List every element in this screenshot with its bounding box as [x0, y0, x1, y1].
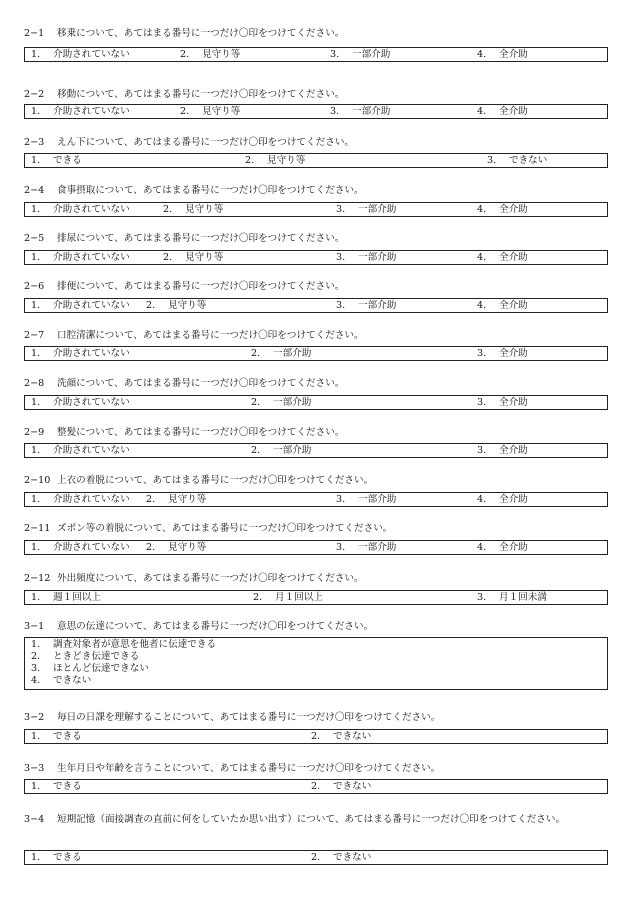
option-number: 4. [477, 49, 487, 60]
option-label: できない [53, 675, 92, 686]
option-label: 全介助 [499, 252, 528, 263]
option-number: 4. [477, 300, 487, 311]
option-3[interactable] [336, 205, 396, 215]
option-label: できる [53, 852, 82, 863]
question-number: 2−10 [24, 475, 51, 486]
option-1[interactable] [31, 853, 82, 863]
option-1[interactable] [31, 107, 130, 117]
option-1[interactable] [31, 205, 130, 215]
option-label: できる [53, 781, 82, 792]
question-number: 2−3 [24, 137, 45, 148]
option-number: 2. [146, 300, 156, 311]
option-label: ほとんど伝達できない [53, 663, 149, 674]
answer-box [24, 779, 608, 794]
question-number: 2−4 [24, 185, 45, 196]
question-title [24, 331, 364, 341]
answer-box [24, 590, 608, 605]
option-number: 1. [31, 300, 41, 311]
option-4[interactable] [477, 107, 528, 117]
option-label: 月１回未満 [499, 592, 547, 603]
option-2[interactable] [180, 107, 240, 117]
option-1[interactable] [31, 50, 130, 60]
answer-box [24, 729, 608, 744]
question-text: 生年月日や年齢を言うことについて、あてはまる番号に一つだけ〇印をつけてください。 [57, 763, 441, 774]
option-number: 2. [31, 651, 41, 662]
option-label: 一部介助 [352, 106, 391, 117]
option-label: 見守り等 [185, 252, 224, 263]
option-number: 1. [31, 445, 41, 456]
option-number: 3. [336, 542, 346, 553]
answer-box [24, 395, 608, 410]
option-number: 4. [477, 542, 487, 553]
option-3[interactable] [477, 446, 528, 456]
question-number: 2−5 [24, 233, 45, 244]
question-title [24, 29, 344, 39]
option-label: 全介助 [499, 445, 528, 456]
question-number: 2−1 [24, 28, 45, 39]
option-label: 一部介助 [358, 494, 397, 505]
option-1[interactable] [31, 495, 130, 505]
question-text: 移乗について、あてはまる番号に一つだけ〇印をつけてください。 [57, 28, 345, 39]
option-label: 見守り等 [202, 49, 241, 60]
option-number: 3. [487, 155, 497, 166]
question-text: 口腔清潔について、あてはまる番号に一つだけ〇印をつけてください。 [57, 330, 364, 341]
option-1[interactable] [31, 253, 130, 263]
option-label: 全介助 [499, 49, 528, 60]
option-3[interactable] [336, 301, 396, 311]
answer-box [24, 153, 608, 168]
question-title [24, 282, 344, 292]
option-number: 4. [31, 675, 41, 686]
answer-box [24, 104, 608, 119]
option-label: 見守り等 [168, 542, 207, 553]
option-1[interactable] [31, 593, 101, 603]
option-label: 介助されていない [53, 542, 130, 553]
answer-box [24, 492, 608, 507]
option-1[interactable] [31, 543, 130, 553]
question-title [24, 138, 354, 148]
option-label: 介助されていない [53, 300, 130, 311]
option-label: できない [333, 781, 372, 792]
option-2[interactable] [146, 543, 206, 553]
question-number: 2−7 [24, 330, 45, 341]
answer-box [24, 637, 608, 690]
option-number: 2. [163, 252, 173, 263]
question-text: 短期記憶（面接調査の直前に何をしていたか思い出す）について、あてはまる番号に一つだけ〇印をつけてください。 [57, 814, 566, 825]
option-3[interactable] [330, 107, 390, 117]
option-number: 3. [336, 204, 346, 215]
option-label: 月１回以上 [275, 592, 323, 603]
question-title [24, 810, 614, 829]
option-number: 1. [31, 397, 41, 408]
option-4[interactable] [477, 253, 528, 263]
option-number: 2. [163, 204, 173, 215]
option-1[interactable] [31, 446, 130, 456]
option-number: 3. [336, 300, 346, 311]
option-label: 全介助 [499, 542, 528, 553]
option-label: 介助されていない [53, 49, 130, 60]
option-2[interactable] [163, 205, 223, 215]
option-number: 3. [31, 663, 41, 674]
question-text: えん下について、あてはまる番号に一つだけ〇印をつけてください。 [57, 137, 355, 148]
question-title [24, 476, 373, 486]
option-number: 4. [477, 106, 487, 117]
option-number: 3. [336, 252, 346, 263]
option-label: 全介助 [499, 348, 528, 359]
option-label: できる [53, 155, 82, 166]
answer-box [24, 540, 608, 555]
answer-box [24, 298, 608, 313]
option-label: 介助されていない [53, 252, 130, 263]
option-label: できない [333, 852, 372, 863]
option-1[interactable] [31, 156, 82, 166]
option-number: 4. [477, 494, 487, 505]
option-2[interactable] [311, 732, 371, 742]
option-number: 2. [311, 781, 321, 792]
option-label: 一部介助 [358, 300, 397, 311]
question-title [24, 186, 364, 196]
question-number: 2−6 [24, 281, 45, 292]
option-label: 一部介助 [273, 397, 312, 408]
option-number: 2. [146, 494, 156, 505]
option-3[interactable] [487, 156, 547, 166]
question-number: 2−12 [24, 573, 51, 584]
question-number: 2−8 [24, 378, 45, 389]
option-label: 調査対象者が意思を他者に伝達できる [53, 639, 217, 650]
option-number: 2. [311, 731, 321, 742]
option-2[interactable] [311, 853, 371, 863]
option-1[interactable] [31, 640, 216, 650]
question-title [24, 524, 392, 534]
option-2[interactable] [245, 156, 305, 166]
option-number: 3. [330, 49, 340, 60]
option-4[interactable] [477, 495, 528, 505]
option-number: 2. [253, 592, 263, 603]
option-label: 見守り等 [168, 300, 207, 311]
option-label: 見守り等 [267, 155, 306, 166]
option-label: 一部介助 [358, 542, 397, 553]
option-number: 3. [330, 106, 340, 117]
option-label: 全介助 [499, 494, 528, 505]
option-label: 全介助 [499, 397, 528, 408]
option-number: 2. [251, 348, 261, 359]
option-number: 1. [31, 731, 41, 742]
question-text: 食事摂取について、あてはまる番号に一つだけ〇印をつけてください。 [57, 185, 364, 196]
option-number: 1. [31, 155, 41, 166]
question-text: 上衣の着脱について、あてはまる番号に一つだけ〇印をつけてください。 [57, 475, 374, 486]
option-number: 2. [180, 106, 190, 117]
option-4[interactable] [477, 543, 528, 553]
option-number: 2. [251, 445, 261, 456]
option-1[interactable] [31, 349, 130, 359]
question-number: 3−2 [24, 712, 45, 723]
option-label: 見守り等 [168, 494, 207, 505]
question-text: 排尿について、あてはまる番号に一つだけ〇印をつけてください。 [57, 233, 345, 244]
question-number: 3−3 [24, 763, 45, 774]
question-title [24, 764, 440, 774]
option-number: 2. [311, 852, 321, 863]
option-number: 3. [477, 348, 487, 359]
option-number: 4. [477, 204, 487, 215]
option-label: 介助されていない [53, 445, 130, 456]
question-title [24, 574, 364, 584]
option-number: 1. [31, 252, 41, 263]
option-3[interactable] [31, 664, 149, 674]
question-text: ズボン等の着脱について、あてはまる番号に一つだけ〇印をつけてください。 [57, 523, 393, 534]
option-label: 全介助 [499, 106, 528, 117]
option-label: 一部介助 [352, 49, 391, 60]
question-number: 3−4 [24, 814, 45, 825]
option-3[interactable] [477, 398, 528, 408]
option-label: 全介助 [499, 204, 528, 215]
option-label: 一部介助 [358, 204, 397, 215]
option-4[interactable] [477, 205, 528, 215]
option-number: 1. [31, 106, 41, 117]
option-label: 見守り等 [185, 204, 224, 215]
option-2[interactable] [251, 398, 311, 408]
question-title [24, 428, 344, 438]
option-2[interactable] [251, 446, 311, 456]
option-number: 3. [477, 445, 487, 456]
option-2[interactable] [146, 495, 206, 505]
option-2[interactable] [311, 782, 371, 792]
answer-box [24, 346, 608, 361]
option-label: 一部介助 [273, 445, 312, 456]
option-4[interactable] [477, 301, 528, 311]
option-number: 2. [245, 155, 255, 166]
option-label: 介助されていない [53, 397, 130, 408]
option-label: 一部介助 [358, 252, 397, 263]
question-number: 2−2 [24, 89, 45, 100]
option-number: 1. [31, 348, 41, 359]
option-2[interactable] [146, 301, 206, 311]
option-1[interactable] [31, 782, 82, 792]
option-number: 1. [31, 592, 41, 603]
option-label: 介助されていない [53, 204, 130, 215]
option-1[interactable] [31, 398, 130, 408]
question-number: 2−9 [24, 427, 45, 438]
option-number: 1. [31, 542, 41, 553]
answer-box [24, 850, 608, 865]
question-number: 2−11 [24, 523, 51, 534]
option-3[interactable] [330, 50, 390, 60]
option-number: 3. [477, 397, 487, 408]
option-number: 1. [31, 639, 41, 650]
option-2[interactable] [253, 593, 323, 603]
option-number: 3. [336, 494, 346, 505]
option-number: 3. [477, 592, 487, 603]
option-4[interactable] [31, 676, 91, 686]
question-text: 外出頻度について、あてはまる番号に一つだけ〇印をつけてください。 [57, 573, 364, 584]
option-4[interactable] [477, 50, 528, 60]
question-text: 整髪について、あてはまる番号に一つだけ〇印をつけてください。 [57, 427, 345, 438]
option-number: 1. [31, 494, 41, 505]
option-label: ときどき伝達できる [53, 651, 140, 662]
answer-box [24, 443, 608, 458]
option-3[interactable] [336, 253, 396, 263]
option-3[interactable] [477, 593, 547, 603]
question-title [24, 622, 373, 632]
option-label: 見守り等 [202, 106, 241, 117]
answer-box [24, 250, 608, 265]
question-text: 意思の伝達について、あてはまる番号に一つだけ〇印をつけてください。 [57, 621, 374, 632]
option-label: できない [509, 155, 548, 166]
option-1[interactable] [31, 732, 82, 742]
question-text: 毎日の日課を理解することについて、あてはまる番号に一つだけ〇印をつけてください。 [57, 712, 441, 723]
option-number: 2. [251, 397, 261, 408]
option-2[interactable] [31, 652, 139, 662]
option-label: 介助されていない [53, 348, 130, 359]
option-label: 週１回以上 [53, 592, 101, 603]
option-number: 2. [180, 49, 190, 60]
option-number: 1. [31, 781, 41, 792]
option-label: 全介助 [499, 300, 528, 311]
option-number: 1. [31, 49, 41, 60]
question-title [24, 234, 344, 244]
option-1[interactable] [31, 301, 130, 311]
option-number: 1. [31, 852, 41, 863]
option-3[interactable] [477, 349, 528, 359]
question-title [24, 90, 344, 100]
option-label: 一部介助 [273, 348, 312, 359]
option-number: 1. [31, 204, 41, 215]
question-text: 排便について、あてはまる番号に一つだけ〇印をつけてください。 [57, 281, 345, 292]
question-number: 3−1 [24, 621, 45, 632]
option-label: 介助されていない [53, 494, 130, 505]
option-3[interactable] [336, 543, 396, 553]
option-2[interactable] [180, 50, 240, 60]
option-3[interactable] [336, 495, 396, 505]
option-label: できる [53, 731, 82, 742]
question-title [24, 379, 344, 389]
option-2[interactable] [163, 253, 223, 263]
option-label: 介助されていない [53, 106, 130, 117]
option-label: できない [333, 731, 372, 742]
question-title [24, 713, 440, 723]
question-text: 移動について、あてはまる番号に一つだけ〇印をつけてください。 [57, 89, 345, 100]
answer-box [24, 202, 608, 217]
answer-box [24, 47, 608, 62]
option-number: 4. [477, 252, 487, 263]
option-2[interactable] [251, 349, 311, 359]
option-number: 2. [146, 542, 156, 553]
question-text: 洗顔について、あてはまる番号に一つだけ〇印をつけてください。 [57, 378, 345, 389]
